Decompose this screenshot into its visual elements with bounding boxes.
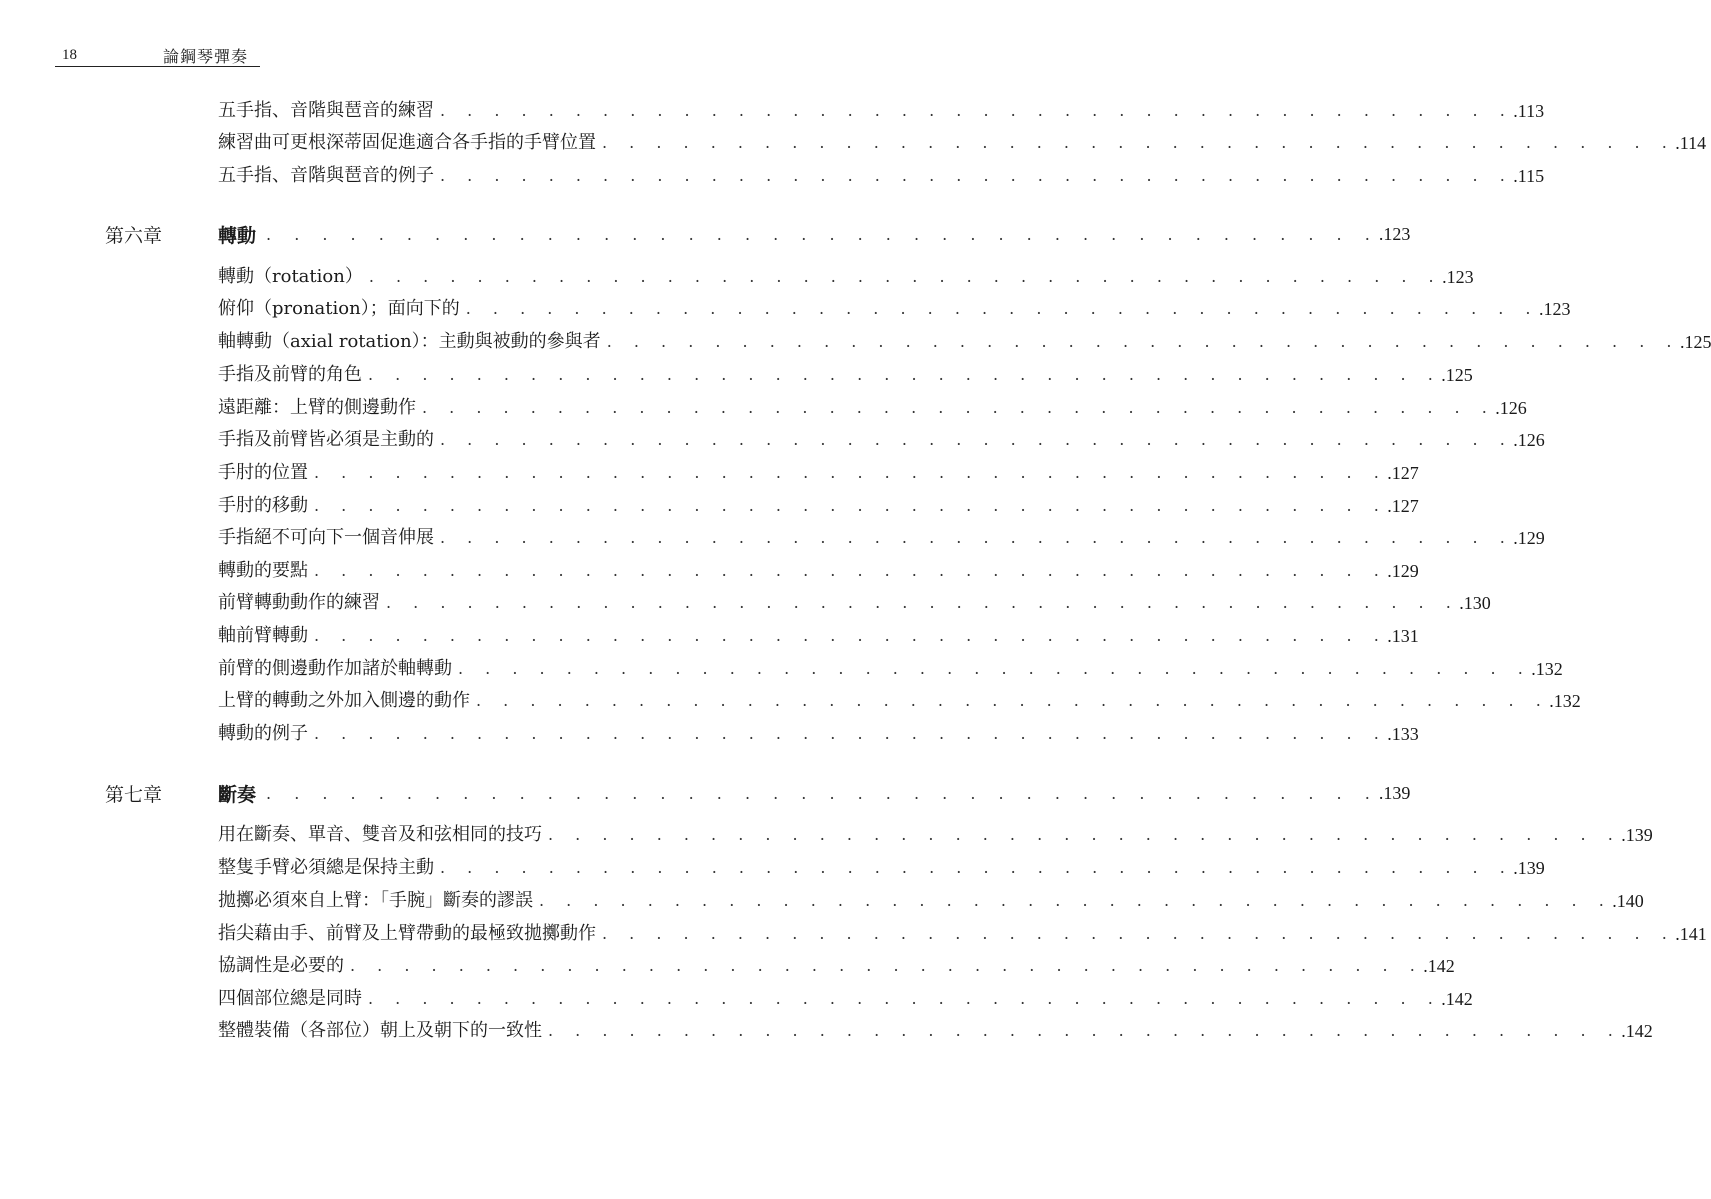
chapter-page: .139 (1378, 782, 1411, 803)
toc-entry (218, 296, 1571, 322)
toc-entry (218, 721, 1419, 747)
toc-entry (218, 953, 1455, 979)
toc-entry-page: .126 (1495, 398, 1527, 418)
toc-entry-title: 遠距離：上臂的側邊動作 (218, 397, 416, 418)
dot-leader: . . . . . . . . . . . . . . . . . . . . . . . . . . . . . . . . . . . . . . . . (539, 891, 1613, 910)
toc-entry-page: .139 (1621, 825, 1653, 845)
toc-entry-title: 手指絕不可向下一個音伸展 (218, 527, 434, 548)
chapter-label: 第七章 (105, 783, 163, 806)
toc-entry-title: 整體裝備（各部位）朝上及朝下的一致性 (218, 1020, 542, 1041)
dot-leader: . . . . . . . . . . . . . . . . . . . . . . . . . . . . . . . . . . . . . . . . (422, 398, 1496, 417)
toc-entry (218, 460, 1419, 486)
page-number: 18 (62, 47, 77, 63)
toc-entry-page: .142 (1621, 1021, 1653, 1041)
toc-entry-title: 指尖藉由手、前臂及上臂帶動的最極致拋擲動作 (218, 923, 596, 944)
toc-entry-title: 俯仰（pronation）；面向下的 (218, 298, 460, 319)
toc-entry-title: 前臂轉動動作的練習 (218, 592, 380, 613)
toc-entry-title: 手指及前臂的角色 (218, 364, 362, 385)
toc-entry-page: .125 (1441, 365, 1473, 385)
toc-entry (218, 427, 1545, 453)
header-rule (55, 66, 260, 67)
toc-entry (218, 855, 1545, 881)
toc-entry (218, 264, 1474, 290)
toc-entry (218, 98, 1545, 124)
toc-entry-page: .139 (1513, 858, 1545, 878)
book-title: 論鋼琴彈奏 (163, 47, 249, 66)
dot-leader: . . . . . . . . . . . . . . . . . . . . . . . . . . . . . . . . . . . . . . . . (266, 224, 1379, 244)
toc-entry (218, 822, 1653, 848)
toc-entry-page: .132 (1531, 659, 1563, 679)
toc-entry (218, 986, 1473, 1012)
toc-entry-title: 前臂的側邊動作加諸於軸轉動 (218, 658, 452, 679)
dot-leader: . . . . . . . . . . . . . . . . . . . . . . . . . . . . . . . . . . . . . . . . (602, 133, 1676, 152)
toc-entry-page: .127 (1387, 496, 1419, 516)
chapter-title: 斷奏 (218, 783, 257, 806)
dot-leader: . . . . . . . . . . . . . . . . . . . . . . . . . . . . . . . . . . . . . . . . (314, 626, 1388, 645)
dot-leader: . . . . . . . . . . . . . . . . . . . . . . . . . . . . . . . . . . . . . . . . (350, 956, 1424, 975)
chapter-heading (105, 220, 1411, 248)
dot-leader: . . . . . . . . . . . . . . . . . . . . . . . . . . . . . . . . . . . . . . . . (440, 528, 1514, 547)
dot-leader: . . . . . . . . . . . . . . . . . . . . . . . . . . . . . . . . . . . . . . . . (476, 691, 1550, 710)
dot-leader: . . . . . . . . . . . . . . . . . . . . . . . . . . . . . . . . . . . . . . . . (602, 924, 1676, 943)
toc-entry-page: .126 (1513, 430, 1545, 450)
toc-entry-page: .113 (1513, 101, 1545, 121)
toc-entry (218, 623, 1419, 649)
dot-leader: . . . . . . . . . . . . . . . . . . . . . . . . . . . . . . . . . . . . . . . . (548, 1021, 1622, 1040)
toc-entry (218, 130, 1707, 156)
toc-entry (218, 656, 1563, 682)
toc-entry-page: .123 (1539, 299, 1571, 319)
dot-leader: . . . . . . . . . . . . . . . . . . . . . . . . . . . . . . . . . . . . . . . . (465, 299, 1540, 318)
toc-entry-page: .127 (1387, 463, 1419, 483)
toc-entry-page: .123 (1442, 267, 1474, 287)
dot-leader: . . . . . . . . . . . . . . . . . . . . . . . . . . . . . . . . . . . . . . . . (606, 332, 1680, 351)
dot-leader: . . . . . . . . . . . . . . . . . . . . . . . . . . . . . . . . . . . . . . . . (368, 365, 1442, 384)
dot-leader: . . . . . . . . . . . . . . . . . . . . . . . . . . . . . . . . . . . . . . . . (368, 989, 1442, 1008)
toc-entry (218, 888, 1644, 914)
toc-entry (218, 558, 1419, 584)
dot-leader: . . . . . . . . . . . . . . . . . . . . . . . . . . . . . . . . . . . . . . . . (440, 858, 1514, 877)
toc-entry-title: 轉動（rotation） (218, 266, 363, 287)
toc-entry (218, 1018, 1653, 1044)
toc-entry-title: 轉動的例子 (218, 723, 308, 744)
toc-entry (218, 395, 1527, 421)
toc-entry-page: .140 (1612, 891, 1644, 911)
toc-entry-page: .133 (1387, 724, 1419, 744)
toc-entry-page: .125 (1679, 332, 1711, 352)
toc-entry (218, 163, 1545, 189)
toc-entry (218, 921, 1707, 947)
dot-leader: . . . . . . . . . . . . . . . . . . . . . . . . . . . . . . . . . . . . . . . . (368, 267, 1443, 286)
toc-entry (218, 493, 1419, 519)
toc-entry-title: 四個部位總是同時 (218, 988, 362, 1009)
toc-entry-page: .142 (1441, 989, 1473, 1009)
toc-entry-title: 用在斷奏、單音、雙音及和弦相同的技巧 (218, 824, 542, 845)
toc-entry-title: 協調性是必要的 (218, 955, 344, 976)
dot-leader: . . . . . . . . . . . . . . . . . . . . . . . . . . . . . . . . . . . . . . . . (266, 783, 1379, 803)
toc-entry-page: .129 (1387, 561, 1419, 581)
toc-entry-title: 軸轉動（axial rotation）：主動與被動的參與者 (218, 331, 601, 352)
toc-entry-page: .141 (1675, 924, 1707, 944)
toc-entry-title: 練習曲可更根深蒂固促進適合各手指的手臂位置 (218, 132, 596, 153)
toc-entry-title: 拋擲必須來自上臂：「手腕」斷奏的謬誤 (218, 890, 533, 911)
toc-entry-page: .115 (1513, 166, 1545, 186)
toc-entry-title: 手肘的位置 (218, 462, 308, 483)
toc-entry-page: .131 (1387, 626, 1419, 646)
chapter-title: 轉動 (218, 224, 257, 247)
toc-entry-title: 五手指、音階與琶音的例子 (218, 165, 434, 186)
dot-leader: . . . . . . . . . . . . . . . . . . . . . . . . . . . . . . . . . . . . . . . . (440, 166, 1514, 185)
toc-entry (218, 590, 1491, 616)
toc-entry (218, 525, 1545, 551)
toc-entry-title: 整隻手臂必須總是保持主動 (218, 857, 434, 878)
dot-leader: . . . . . . . . . . . . . . . . . . . . . . . . . . . . . . . . . . . . . . . . (314, 496, 1388, 515)
toc-entry-page: .114 (1675, 133, 1707, 153)
toc-entry-title: 上臂的轉動之外加入側邊的動作 (218, 690, 470, 711)
dot-leader: . . . . . . . . . . . . . . . . . . . . . . . . . . . . . . . . . . . . . . . . (458, 659, 1532, 678)
toc-entry-title: 手肘的移動 (218, 495, 308, 516)
dot-leader: . . . . . . . . . . . . . . . . . . . . . . . . . . . . . . . . . . . . . . . . (440, 430, 1514, 449)
toc-entry-title: 手指及前臂皆必須是主動的 (218, 429, 434, 450)
toc-entry-title: 軸前臂轉動 (218, 625, 308, 646)
dot-leader: . . . . . . . . . . . . . . . . . . . . . . . . . . . . . . . . . . . . . . . . (548, 825, 1622, 844)
toc-entry-page: .129 (1513, 528, 1545, 548)
toc-entry (218, 329, 1711, 355)
chapter-heading (105, 779, 1411, 807)
toc-entry-page: .132 (1549, 691, 1581, 711)
dot-leader: . . . . . . . . . . . . . . . . . . . . . . . . . . . . . . . . . . . . . . . . (440, 101, 1514, 120)
toc-entry (218, 362, 1473, 388)
toc-entry-page: .142 (1423, 956, 1455, 976)
dot-leader: . . . . . . . . . . . . . . . . . . . . . . . . . . . . . . . . . . . . . . . . (314, 463, 1388, 482)
toc-entry-title: 五手指、音階與琶音的練習 (218, 100, 434, 121)
toc-entry-page: .130 (1459, 593, 1491, 613)
dot-leader: . . . . . . . . . . . . . . . . . . . . . . . . . . . . . . . . . . . . . . . . (314, 724, 1388, 743)
running-header (55, 44, 260, 64)
chapter-label: 第六章 (105, 224, 163, 247)
chapter-page: .123 (1378, 223, 1411, 244)
dot-leader: . . . . . . . . . . . . . . . . . . . . . . . . . . . . . . . . . . . . . . . . (314, 561, 1388, 580)
dot-leader: . . . . . . . . . . . . . . . . . . . . . . . . . . . . . . . . . . . . . . . . (386, 593, 1460, 612)
toc-entry-title: 轉動的要點 (218, 560, 308, 581)
toc-entry (218, 688, 1581, 714)
